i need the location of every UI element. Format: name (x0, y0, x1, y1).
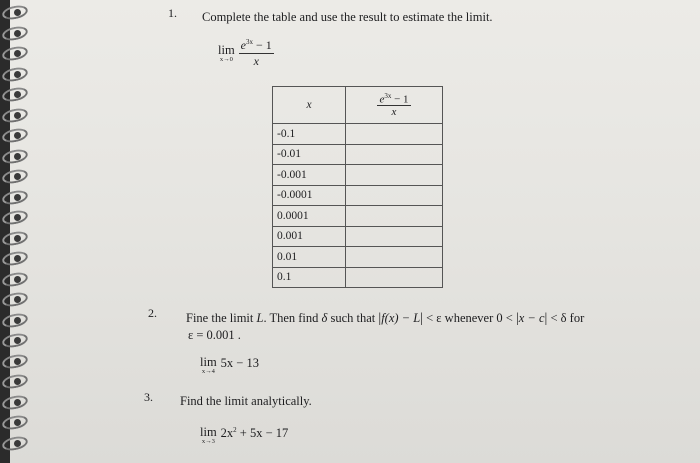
function-value-cell[interactable] (346, 185, 443, 206)
x-value-cell: 0.001 (273, 226, 346, 247)
binding-hole (14, 153, 21, 160)
x-value-cell: 0.01 (273, 247, 346, 268)
binding-hole (14, 50, 21, 57)
binding-hole (14, 296, 21, 303)
binding-hole (14, 214, 21, 221)
q3-instruction: Find the limit analytically. (180, 394, 312, 408)
function-value-cell[interactable] (346, 226, 443, 247)
table-row (273, 124, 443, 145)
binding-hole (14, 399, 21, 406)
q2-number: 2. (148, 306, 157, 320)
function-value-cell[interactable] (346, 247, 443, 268)
q3-limit-expression: lim x→3 $^{2x^2 + 5x - 17}$ (200, 425, 289, 445)
table-row (273, 185, 443, 206)
binding-hole (14, 173, 21, 180)
function-value-cell[interactable] (346, 165, 443, 186)
table-row (273, 165, 443, 186)
binding-hole (14, 235, 21, 242)
x-value-cell: -0.1 (273, 124, 346, 145)
q1-table (272, 86, 443, 288)
binding-hole (14, 112, 21, 119)
table-row (273, 267, 443, 288)
binding-hole (14, 276, 21, 283)
table-header-row (273, 87, 443, 124)
binding-hole (14, 337, 21, 344)
binding-hole (14, 9, 21, 16)
binding-hole (14, 132, 21, 139)
binding-hole (14, 378, 21, 385)
function-value-cell[interactable] (346, 206, 443, 227)
binding-hole (14, 255, 21, 262)
function-value-cell[interactable] (346, 144, 443, 165)
binding-hole (14, 317, 21, 324)
q1-number: 1. (168, 6, 177, 20)
binding-hole (14, 358, 21, 365)
function-value-cell[interactable] (346, 267, 443, 288)
table-row (273, 226, 443, 247)
function-value-cell[interactable] (346, 124, 443, 145)
spiral-binding (0, 0, 26, 463)
header-x: x (273, 87, 346, 124)
binding-hole (14, 440, 21, 447)
q1-lim: lim x→0 (218, 43, 235, 63)
x-value-cell: 0.1 (273, 267, 346, 288)
table-row (273, 144, 443, 165)
q2-line1: Fine the limit L. Then find δ such that |f(x) − L| < ε whenever 0 < |x − c| < δ for (186, 311, 585, 326)
binding-hole (14, 30, 21, 37)
binding-hole (14, 91, 21, 98)
q1-instruction: Complete the table and use the result to estimate the limit. (202, 10, 493, 24)
binding-hole (14, 71, 21, 78)
q3-number: 3. (144, 390, 153, 404)
x-value-cell: -0.001 (273, 165, 346, 186)
x-value-cell: -0.0001 (273, 185, 346, 206)
table-row (273, 247, 443, 268)
table-row (273, 206, 443, 227)
q2-line2: ε = 0.001 . (188, 328, 241, 342)
binding-hole (14, 194, 21, 201)
binding-hole (14, 419, 21, 426)
x-value-cell: 0.0001 (273, 206, 346, 227)
x-value-cell: -0.01 (273, 144, 346, 165)
q2-limit-expression: lim x→4 $^{5x - 13}$ (200, 355, 259, 375)
q1-limit-expression (218, 38, 274, 69)
q1-limit-fraction: $\frac{e^{3x} - 1}{x}$ (240, 38, 272, 68)
header-function: $\frac{e^{3x} - 1}{x}$ (346, 87, 443, 124)
